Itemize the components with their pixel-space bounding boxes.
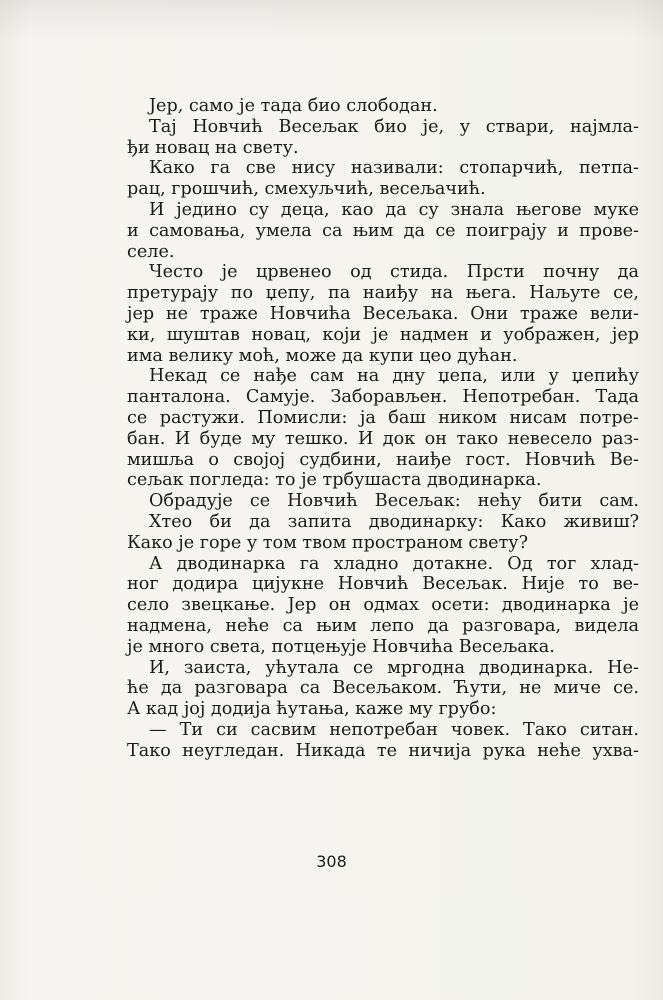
text-line: претурају по џепу, па наиђу на њега. Наљуте се,	[127, 283, 639, 304]
text-line: ће да разговара са Весељаком. Ћути, не миче се.	[127, 678, 639, 699]
text-line: је много света, потцењује Новчића Весељака.	[127, 636, 555, 657]
text-line: Како га све нису називали: стопарчић, петпа-	[149, 158, 639, 179]
text-line: има велику моћ, може да купи цео дућан.	[127, 345, 518, 366]
text-line: панталона. Самује. Заборављен. Непотребан. Тада	[127, 387, 639, 408]
text-line: А кад јој додија ћутања, каже му грубо:	[127, 699, 497, 720]
text-line: Тако неугледан. Никада те ничија рука неће ухва-	[127, 740, 639, 761]
text-line: ђи новац на свету.	[127, 137, 299, 158]
text-line: Како је горе у том твом пространом свету?	[127, 532, 529, 553]
text-line: селе.	[127, 241, 175, 262]
text-line: Често је црвенео од стида. Прсти почну да	[149, 262, 639, 283]
body-text	[127, 96, 639, 762]
text-line: Хтео би да запита дводинарку: Како живиш?	[149, 511, 639, 532]
text-line: ног додира цијукне Новчић Весељак. Није то ве-	[127, 574, 639, 595]
text-line: ки, шуштав новац, који је надмен и уображен, јер	[127, 324, 639, 345]
text-line: надмена, неће са њим лепо да разговара, видела	[127, 615, 639, 636]
text-line: И једино су деца, као да су знала његове муке	[149, 199, 639, 220]
text-line: и самовања, умела са њим да се поиграју и прове-	[127, 220, 639, 241]
page-number: 308	[316, 852, 347, 871]
scan-shadow	[0, 0, 663, 40]
text-line: село звецкање. Јер он одмах осети: дводинарка је	[127, 595, 639, 616]
text-line: мишља о својој судбини, наиђе гост. Новчић Ве-	[127, 449, 639, 470]
text-line: се растужи. Помисли: ја баш ником нисам потре-	[127, 407, 639, 428]
text-line: бан. И буде му тешко. И док он тако невесело раз-	[127, 428, 639, 449]
text-line: — Ти си сасвим непотребан човек. Тако ситан.	[149, 719, 639, 740]
text-line: Некад се нађе сам на дну џепа, или у џепићу	[149, 366, 639, 387]
text-line: сељак погледа: то је трбушаста дводинарка.	[127, 470, 542, 491]
text-line: Тај Новчић Весељак био је, у ствари, најмла-	[149, 116, 639, 137]
text-line: Обрадује се Новчић Весељак: нећу бити сам.	[149, 491, 639, 512]
text-line: Јер, само је тада био слободан.	[149, 96, 438, 116]
text-line: јер не траже Новчића Весељака. Они траже вели-	[127, 303, 639, 324]
text-line: рац, грошчић, смехуљчић, весељачић.	[127, 179, 486, 200]
text-line: И, заиста, ућутала се мргодна дводинарка. Не-	[149, 657, 639, 678]
text-line: А дводинарка га хладно дотакне. Од тог хлад-	[149, 553, 639, 574]
